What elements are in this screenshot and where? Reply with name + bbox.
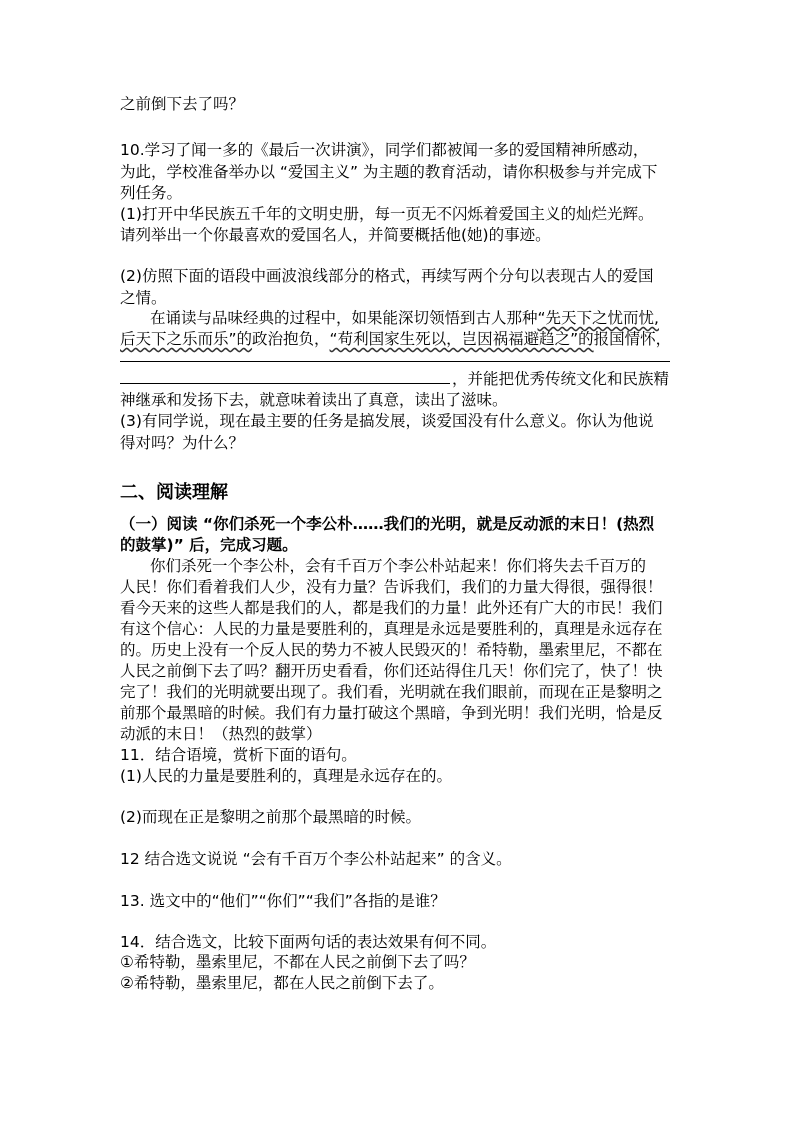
passage-text: 报国情怀， (593, 330, 672, 348)
passage-line: 的。历史上没有一个反人民的势力不被人民毁灭的！希特勒，墨索里尼，不都在 (120, 641, 663, 659)
question-11-1-text: (1)人民的力量是要胜利的，真理是永远存在的。 (120, 767, 452, 785)
question-11-2-text: (2)而现在正是黎明之前那个最黑暗的时候。 (120, 808, 421, 826)
passage-line (120, 328, 671, 350)
passage-line: 前那个最黑暗的时候。我们有力量打破这个黑暗，争到光明！我们光明，恰是反 (120, 704, 663, 722)
passage-text: 政治抱负， (252, 330, 330, 348)
passage-line (150, 307, 659, 329)
question-10-text: 10.学习了闻一多的《最后一次讲演》，同学们都被闻一多的爱国精神所感动， (120, 141, 649, 159)
question-12-text: 12 结合选文说说 “会有千百万个李公朴站起来” 的含义。 (120, 850, 512, 868)
text-line: 的鼓掌)” 后，完成习题。 (120, 536, 298, 554)
wavy-underlined-text: “先天下之忧而忧, (537, 309, 659, 327)
question-14-option-2: ②希特勒，墨索里尼，都在人民之前倒下去了。 (120, 974, 444, 992)
answer-blank-line[interactable] (120, 361, 670, 362)
passage-line: 人民之前倒下去了吗？翻开历史看看，你们还站得住几天！你们完了，快了！快 (120, 662, 663, 680)
question-11-text: 11．结合语境，赏析下面的语句。 (120, 746, 357, 764)
text-line: 列任务。 (120, 184, 183, 202)
wavy-underlined-text: 后天下之乐而乐”的 (120, 330, 253, 348)
question-10-3-text: (3)有同学说，现在最主要的任务是搞发展，谈爱国没有什么意义。你认为他说 (120, 412, 654, 430)
reading-instruction: （一）阅读 “你们杀死一个李公朴……我们的光明，就是反动派的末日！(热烈 (120, 515, 655, 533)
text-line: 得对吗？为什么？ (120, 434, 245, 452)
text-line: ，并能把优秀传统文化和民族精 (452, 370, 670, 388)
passage-line: 动派的末日！（热烈的鼓掌） (120, 725, 322, 743)
text-line: 为此，学校准备举办以 “爱国主义” 为主题的教育活动，请你积极参与并完成下 (120, 163, 658, 181)
passage-line: 完了！我们的光明就要出现了。我们看，光明就在我们眼前，而现在正是黎明之 (120, 683, 663, 701)
passage-line: 有这个信心：人民的力量是要胜利的，真理是永远是要胜利的，真理是永远存在 (120, 620, 663, 638)
section-heading: 二、阅读理解 (120, 482, 228, 503)
question-10-2-text: (2)仿照下面的语段中画波浪线部分的格式，再续写两个分句以表现古人的爱国 (120, 267, 654, 285)
question-14-text: 14．结合选文，比较下面两句话的表达效果有何不同。 (120, 933, 497, 951)
wavy-underlined-text: “苟利国家生死以，岂因祸福避趋之”的 (329, 330, 594, 348)
question-10-1-text: (1)打开中华民族五千年的文明史册，每一页无不闪烁着爱国主义的灿烂光辉。 (120, 205, 654, 223)
answer-blank-line[interactable] (120, 383, 450, 384)
text-line: 请列举出一个你最喜欢的爱国名人，并简要概括他(她)的事迹。 (120, 226, 551, 244)
text-line: 之前倒下去了吗？ (120, 95, 245, 113)
passage-line: 人民！你们看着我们人少，没有力量？告诉我们，我们的力量大得很，强得很！ (120, 578, 663, 596)
question-14-option-1: ①希特勒，墨索里尼，不都在人民之前倒下去了吗？ (120, 953, 475, 971)
passage-line: 看今天来的这些人都是我们的人，都是我们的力量！此外还有广大的市民！我们 (120, 599, 663, 617)
text-line: 之情。 (120, 289, 167, 307)
question-13-text: 13. 选文中的“他们”“你们”“我们”各指的是谁？ (120, 892, 446, 910)
text-line: 神继承和发扬下去，就意味着读出了真意，读出了滋味。 (120, 391, 508, 409)
passage-line: 你们杀死一个李公朴，会有千百万个李公朴站起来！你们将失去千百万的 (150, 557, 647, 575)
passage-text: 在诵读与品味经典的过程中，如果能深切领悟到古人那种 (150, 309, 538, 327)
